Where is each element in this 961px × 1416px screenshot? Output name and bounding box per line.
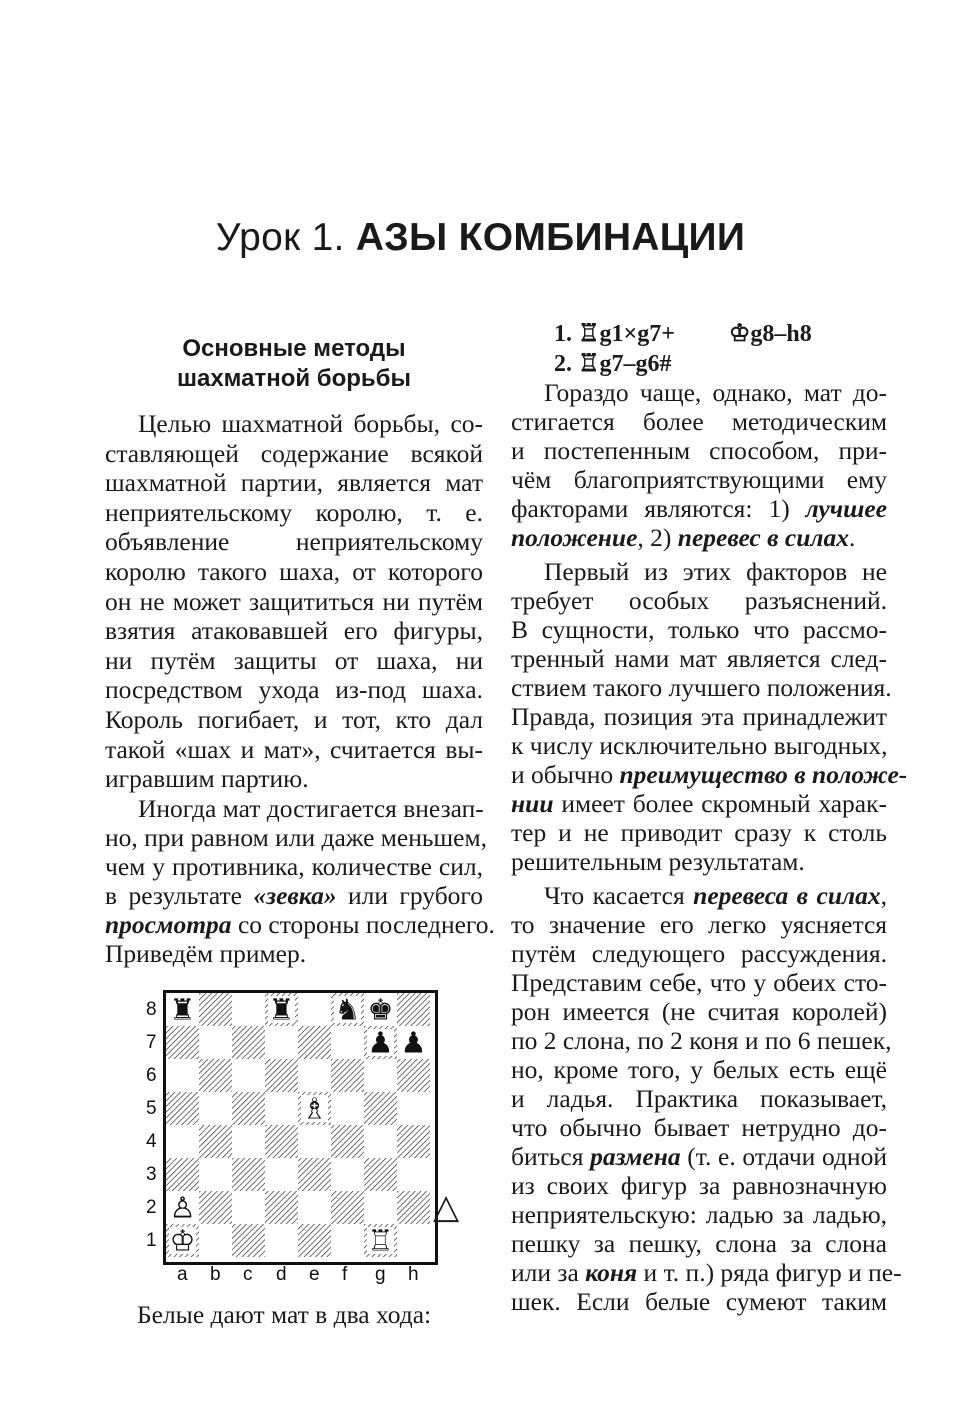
board-square bbox=[331, 1191, 364, 1224]
emphasis-razmena: размена bbox=[590, 1142, 681, 1171]
text-line: такой «шах и мат», считается вы- bbox=[105, 734, 483, 764]
board-square bbox=[199, 1191, 232, 1224]
board-square bbox=[232, 1059, 265, 1092]
text-line: тер и не приводит сразу к столь bbox=[511, 818, 887, 847]
emphasis-zevok: «зевка» bbox=[253, 881, 337, 910]
text-line: ствием такого лучшего положения. bbox=[511, 673, 892, 702]
board-square bbox=[265, 1059, 298, 1092]
rank-label: 1 bbox=[146, 1230, 157, 1251]
file-label: b bbox=[210, 1264, 221, 1285]
text-line: чем у противника, количестве сил, bbox=[105, 852, 483, 881]
chess-piece-a1: ♔ bbox=[169, 1223, 196, 1257]
board-square bbox=[265, 1092, 298, 1125]
text-line: то значение его легко уясняется bbox=[511, 910, 887, 939]
chess-piece-g1: ♖ bbox=[367, 1223, 394, 1257]
text-line: тренный нами мат является след- bbox=[511, 644, 887, 673]
board-square bbox=[298, 993, 331, 1026]
text-line: неприятельскому королю, т. е. bbox=[105, 497, 483, 527]
board-square bbox=[397, 993, 430, 1026]
rank-label: 5 bbox=[146, 1098, 157, 1119]
board-square bbox=[331, 1125, 364, 1158]
text-line: посредством ухода из-под шаха. bbox=[105, 675, 483, 705]
board-square bbox=[364, 1125, 397, 1158]
board-square bbox=[199, 993, 232, 1026]
text-line: неприятельскую: ладью за ладью, bbox=[511, 1200, 887, 1229]
board-square bbox=[166, 1026, 199, 1059]
chess-piece-e5: ♗ bbox=[301, 1091, 328, 1126]
text-line: или за коня и т. п.) ряда фигур и пе- bbox=[511, 1258, 902, 1287]
text-line: Целью шахматной борьбы, со- bbox=[138, 409, 483, 438]
text-line: взятия атаковавшей его фигуры, bbox=[105, 616, 483, 646]
rank-label: 4 bbox=[146, 1131, 157, 1152]
board-square bbox=[232, 993, 265, 1026]
board-square bbox=[298, 1125, 331, 1158]
board-square bbox=[232, 1191, 265, 1224]
board-square bbox=[331, 1158, 364, 1191]
text-line: пешку за пешку, слона за слона bbox=[511, 1229, 887, 1258]
board-square bbox=[397, 1158, 430, 1191]
board-square bbox=[232, 1026, 265, 1059]
text-line: биться размена (т. е. отдачи одной bbox=[511, 1142, 887, 1171]
board-square bbox=[199, 1026, 232, 1059]
board-square bbox=[265, 1026, 298, 1059]
move-2-white: ♖g7–g6# bbox=[578, 351, 672, 377]
text-line: что обычно бывает нетрудно до- bbox=[511, 1113, 887, 1142]
text-line: игравшим партию. bbox=[105, 764, 309, 794]
rank-label: 6 bbox=[146, 1065, 157, 1086]
lesson-title-prefix: Урок 1. bbox=[215, 216, 356, 259]
chess-piece-a8: ♜ bbox=[169, 993, 196, 1027]
board-square bbox=[199, 1125, 232, 1158]
lesson-title bbox=[0, 216, 961, 260]
rank-label: 2 bbox=[146, 1197, 157, 1218]
chess-piece-d8: ♜ bbox=[268, 993, 295, 1027]
white-to-move-triangle-icon: △ bbox=[433, 1187, 460, 1227]
text-line: стигается более методическим bbox=[511, 407, 887, 436]
text-line: положение, 2) перевес в силах. bbox=[511, 523, 856, 552]
text-line: к числу исключительно выгодных, bbox=[511, 731, 888, 760]
text-line: ставляющей содержание всякой bbox=[105, 438, 483, 468]
board-square bbox=[331, 1059, 364, 1092]
board-square bbox=[232, 1125, 265, 1158]
text-line: ни путём защиты от шаха, ни bbox=[105, 645, 483, 675]
chess-piece-g8: ♚ bbox=[367, 993, 394, 1027]
board-square bbox=[298, 1158, 331, 1191]
file-label: f bbox=[342, 1264, 348, 1285]
text-line: просмотра со стороны последнего. bbox=[105, 910, 495, 939]
text-line: по 2 слона, по 2 коня и по 6 пешек, bbox=[511, 1026, 892, 1055]
text-line: Что касается перевеса в силах, bbox=[544, 881, 887, 910]
board-square bbox=[331, 1224, 364, 1257]
board-square bbox=[199, 1224, 232, 1257]
move-1-white: ♖g1×g7+ bbox=[578, 321, 675, 347]
board-square bbox=[364, 1191, 397, 1224]
emphasis-perevec-2: перевеса в силах bbox=[693, 881, 881, 910]
file-label: a bbox=[177, 1264, 188, 1285]
text-line: В сущности, только что рассмо- bbox=[511, 615, 887, 644]
board-square bbox=[232, 1158, 265, 1191]
lesson-title-main: АЗЫ КОМБИНАЦИИ bbox=[355, 216, 746, 259]
chess-board bbox=[166, 993, 430, 1257]
text-line: путём следующего рассуждения. bbox=[511, 939, 887, 968]
file-label: d bbox=[276, 1264, 287, 1285]
file-label: h bbox=[408, 1264, 419, 1285]
section-heading-line-1: Основные методы bbox=[182, 335, 406, 362]
text-line: и ладья. Практика показывает, bbox=[511, 1084, 887, 1113]
board-square bbox=[397, 1059, 430, 1092]
board-square bbox=[232, 1092, 265, 1125]
rank-label: 3 bbox=[146, 1164, 157, 1185]
text-line: Правда, позиция эта принадлежит bbox=[511, 702, 887, 731]
rank-label: 7 bbox=[146, 1032, 157, 1053]
board-square bbox=[397, 1092, 430, 1125]
board-square bbox=[199, 1059, 232, 1092]
board-square bbox=[298, 1059, 331, 1092]
text-line: он не может защититься ни путём bbox=[105, 586, 483, 616]
move-1: 1. ♖g1×g7+ ♔g8–h8 bbox=[554, 321, 812, 347]
text-line: и постепенным способом, при- bbox=[511, 436, 887, 465]
text-line: и обычно преимущество в положе- bbox=[511, 760, 908, 789]
board-square bbox=[298, 1026, 331, 1059]
board-square bbox=[364, 1059, 397, 1092]
file-label: g bbox=[375, 1264, 386, 1285]
text-line: требует особых разъяснений. bbox=[511, 586, 887, 615]
board-square bbox=[397, 1125, 430, 1158]
text-line: в результате «зевка» или грубого bbox=[105, 881, 484, 910]
move-1-black: ♔g8–h8 bbox=[728, 321, 812, 347]
emphasis-polozhenie: положение bbox=[511, 523, 638, 552]
board-square bbox=[265, 1191, 298, 1224]
text-line: но, при равном или даже меньшем, bbox=[105, 823, 487, 852]
diagram-caption: Белые дают мат в два хода: bbox=[137, 1300, 432, 1329]
text-line: из своих фигур за равнозначную bbox=[511, 1171, 887, 1200]
board-square bbox=[397, 1191, 430, 1224]
text-line: Первый из этих факторов не bbox=[544, 557, 887, 586]
text-line: шахматной партии, является мат bbox=[105, 468, 483, 498]
text-line: чём благоприятствующими ему bbox=[511, 465, 887, 494]
board-square bbox=[199, 1158, 232, 1191]
section-heading-line-2: шахматной борьбы bbox=[176, 365, 412, 392]
board-square bbox=[166, 1125, 199, 1158]
emphasis-prosmotr: просмотра bbox=[105, 910, 232, 939]
text-line: Представим себе, что у обеих сто- bbox=[511, 968, 887, 997]
move-2: 2. ♖g7–g6# bbox=[554, 351, 672, 377]
chess-piece-a2: ♙ bbox=[169, 1190, 196, 1225]
board-square bbox=[331, 1026, 364, 1059]
text-line: королю такого шаха, от которого bbox=[105, 557, 483, 586]
emphasis-perevec: перевес в силах bbox=[677, 523, 849, 552]
file-label: c bbox=[243, 1264, 253, 1285]
board-square bbox=[397, 1224, 430, 1257]
board-square bbox=[364, 1092, 397, 1125]
board-square bbox=[364, 1158, 397, 1191]
chess-piece-f8: ♞ bbox=[334, 993, 361, 1027]
board-square bbox=[265, 1158, 298, 1191]
board-square bbox=[166, 1059, 199, 1092]
board-square bbox=[298, 1191, 331, 1224]
emphasis-luchshee: лучшее bbox=[805, 494, 887, 523]
emphasis-preimushestvo: преимущество в положе- bbox=[619, 760, 908, 789]
board-square bbox=[265, 1125, 298, 1158]
board-square bbox=[331, 1092, 364, 1125]
chess-piece-g7: ♟ bbox=[367, 1025, 394, 1060]
text-line: но, кроме того, у белых есть ещё bbox=[511, 1055, 887, 1084]
text-line: рон имеется (не считая королей) bbox=[511, 997, 887, 1026]
text-line: нии имеет более скромный харак- bbox=[511, 789, 887, 818]
text-line: шек. Если белые сумеют таким bbox=[511, 1287, 887, 1316]
text-line: решительным результатам. bbox=[511, 847, 805, 876]
text-line: объявление неприятельскому bbox=[105, 527, 483, 557]
emphasis-konya: коня bbox=[585, 1258, 638, 1287]
chess-piece-h7: ♟ bbox=[400, 1025, 427, 1060]
board-square bbox=[199, 1092, 232, 1125]
board-square bbox=[232, 1224, 265, 1257]
board-square bbox=[166, 1092, 199, 1125]
board-square bbox=[298, 1224, 331, 1257]
text-line: Приведём пример. bbox=[105, 939, 307, 968]
text-line: Король погибает, и тот, кто дал bbox=[105, 705, 483, 734]
board-square bbox=[166, 1158, 199, 1191]
text-line: факторами являются: 1) лучшее bbox=[511, 494, 887, 523]
rank-label: 8 bbox=[146, 999, 157, 1020]
text-line: Иногда мат достигается внезап- bbox=[138, 794, 484, 823]
file-label: e bbox=[309, 1264, 320, 1285]
text-line: Гораздо чаще, однако, мат до- bbox=[544, 378, 887, 407]
board-square bbox=[265, 1224, 298, 1257]
